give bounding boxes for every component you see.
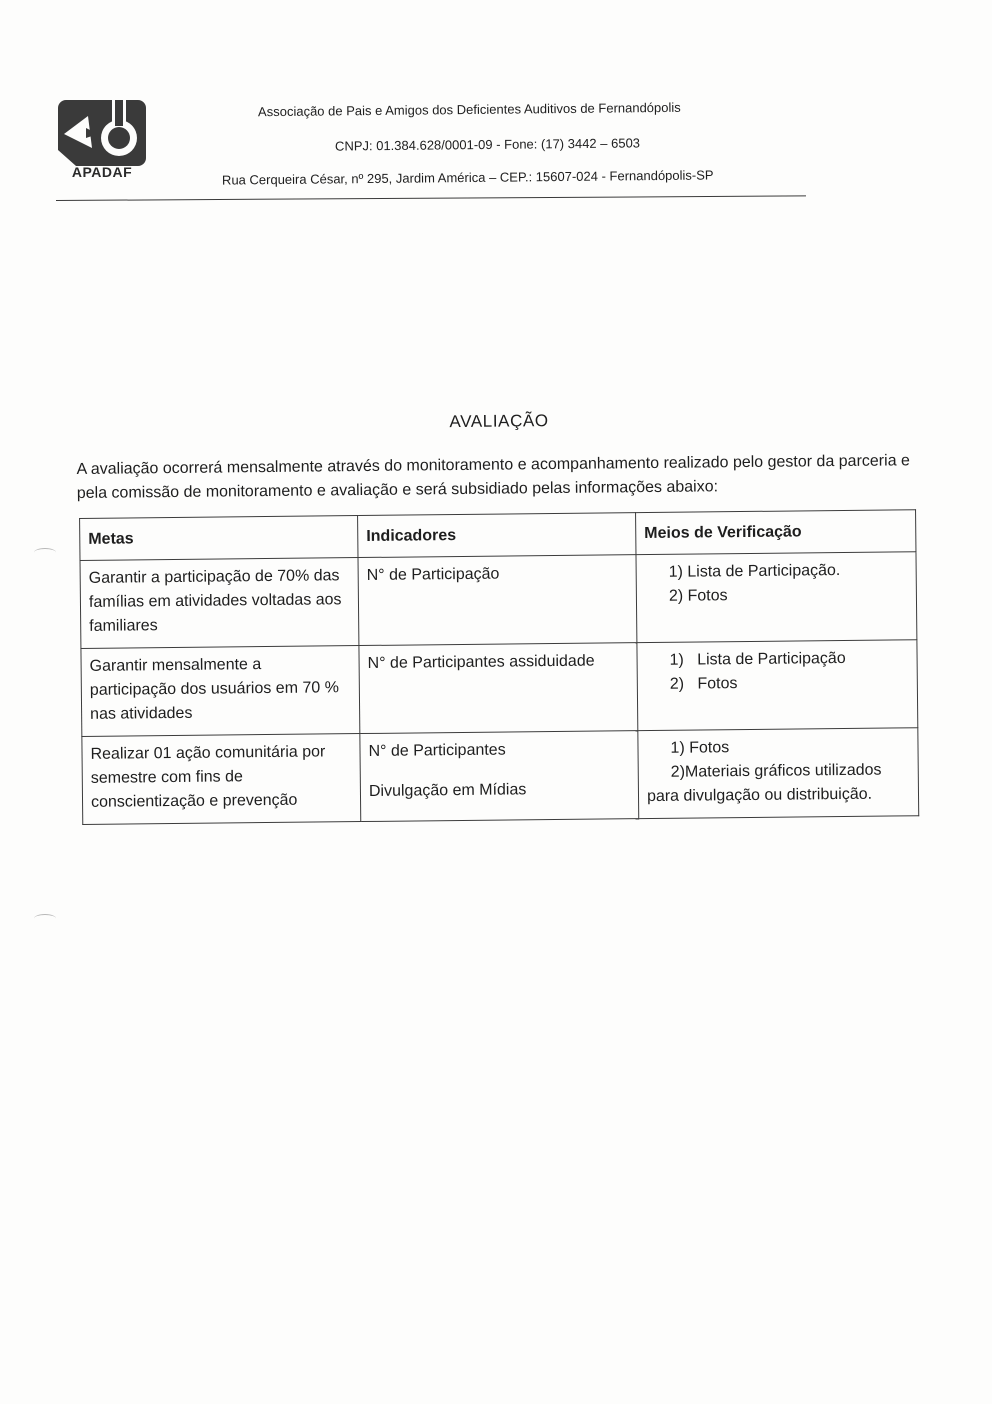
indicador-item: Divulgação em Mídias (368, 781, 527, 800)
list-item: 2)Materiais gráficos utilizados (670, 761, 882, 781)
apadaf-ear-logo-icon (58, 100, 146, 166)
table-row (82, 728, 919, 825)
indicador-item: N° de Participação (366, 565, 500, 584)
evaluation-table (79, 509, 919, 825)
table-row (81, 640, 918, 737)
organization-name: Associação de Pais e Amigos dos Deficientes Auditivos de Fernandópolis (257, 99, 681, 120)
cell-indicador (358, 555, 637, 646)
section-title: AVALIAÇÃO (449, 411, 549, 432)
cell-indicador (359, 643, 638, 734)
letterhead-divider (56, 195, 806, 201)
logo-text: APADAF (71, 164, 133, 180)
list-item: 2) Fotos (669, 675, 738, 693)
cell-verificacao (638, 728, 919, 819)
list-item: para divulgação ou distribuição. (646, 785, 873, 806)
list-item: 1) Lista de Participação (669, 649, 846, 669)
header-meios-verificacao: Meios de Verificação (636, 510, 916, 555)
verification-list (645, 558, 908, 609)
cell-meta: Garantir mensalmente a participação dos usuários em 70 % nas atividades (81, 646, 360, 737)
verification-list (645, 646, 908, 697)
scan-mark (34, 914, 56, 923)
table-row (80, 552, 917, 649)
intro-paragraph: A avaliação ocorrerá mensalmente através do monitoramento e acompanhamento realizado pelo gestor da parceria e pela comissão de monitoramento e avaliação e será subsidiado pelas informações abaixo: (76, 452, 910, 502)
indicador-item: N° de Participantes assiduidade (367, 652, 595, 672)
list-item: 2) Fotos (668, 587, 728, 605)
cell-verificacao (637, 640, 918, 731)
scan-mark (34, 548, 56, 557)
header-indicadores: Indicadores (358, 513, 636, 558)
list-item: 1) Fotos (670, 739, 730, 757)
address: Rua Cerqueira César, nº 295, Jardim América – CEP.: 15607-024 - Fernandópolis-SP (221, 167, 714, 188)
header-metas: Metas (80, 516, 358, 561)
cell-verificacao (636, 552, 917, 643)
cell-indicador (360, 731, 639, 822)
cnpj-phone: CNPJ: 01.384.628/0001-09 - Fone: (17) 3442 – 6503 (334, 135, 641, 154)
apadaf-logo (56, 100, 148, 182)
indicador-item: N° de Participantes (368, 741, 506, 760)
list-item: 1) Lista de Participação. (668, 562, 841, 581)
cell-meta: Realizar 01 ação comunitária por semestre com fins de conscientização e prevenção (82, 734, 361, 825)
evaluation-section (76, 407, 926, 825)
cell-meta: Garantir a participação de 70% das famílias em atividades voltadas aos familiares (80, 558, 359, 649)
